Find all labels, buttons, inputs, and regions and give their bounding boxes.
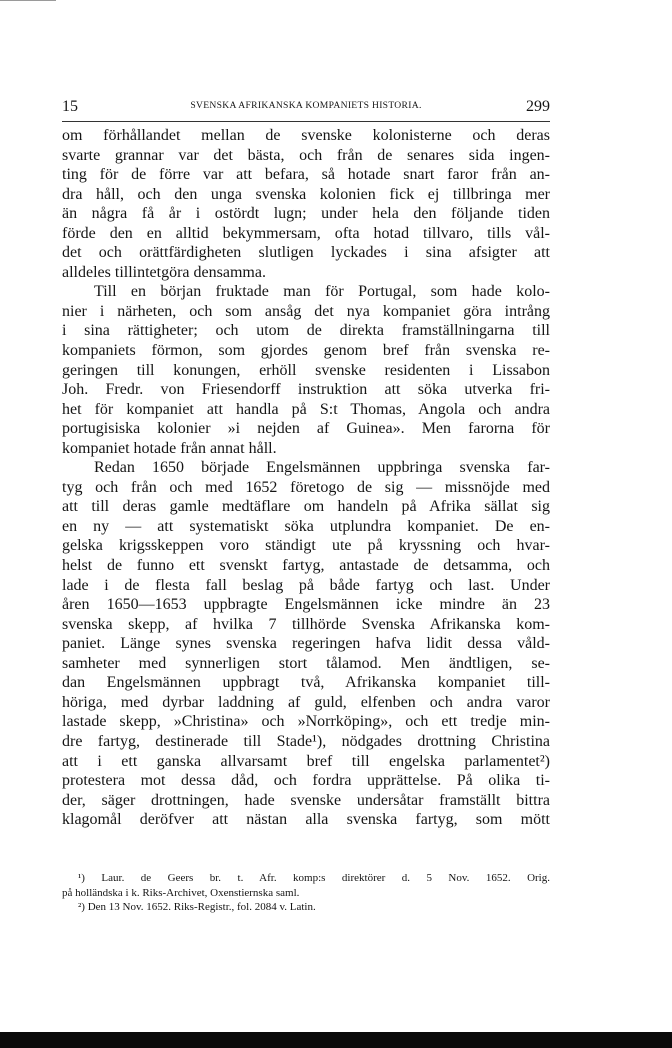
text-line: gelska krigsskeppen voro ständigt ute på kryssning och hvar- bbox=[62, 537, 550, 555]
text-line: om förhållandet mellan de svenske kolonisterne och deras bbox=[62, 127, 550, 144]
text-line: der, säger drottningen, hade svenske undersåtar framställt bittra bbox=[62, 791, 550, 809]
text-line: protestera mot dessa dåd, och fordra upprättelse. På olika ti- bbox=[62, 772, 550, 790]
text-line: geringen till konungen, erhöll svenske residenten i Lissabon bbox=[62, 361, 550, 379]
text-line: att i ett ganska allvarsamt bref till engelska parlamentet²) bbox=[62, 752, 550, 770]
text-line: åren 1650—1653 uppbragte Engelsmännen icke mindre än 23 bbox=[62, 596, 550, 614]
text-line: svenska skepp, af hvilka 7 tillhörde Svenska Afrikanska kom- bbox=[62, 615, 550, 633]
header-rule bbox=[62, 121, 550, 122]
text-line: dra håll, och den unga svenska kolonien fick ej tillbringa mer bbox=[62, 185, 550, 203]
scan-bottom-edge bbox=[0, 1032, 672, 1048]
text-line: paniet. Länge synes svenska regeringen hafva lidit dessa våld- bbox=[62, 635, 550, 653]
text-line: det och orättfärdigheten slutligen lyckades i sina afsigter att bbox=[62, 244, 550, 262]
text-line: i sina rättigheter; och utom de direkta framställningarna till bbox=[62, 322, 550, 340]
paragraph-start-line: Till en början fruktade man för Portugal, som hade kolo- bbox=[94, 283, 550, 301]
text-line: att till deras gamle medtäflare om handeln på Afrika sällat sig bbox=[62, 498, 550, 516]
footnote-1-continued: på holländska i k. Riks-Archivet, Oxenstiernska saml. bbox=[62, 886, 300, 899]
page-number: 299 bbox=[526, 98, 550, 115]
signature-mark: 15 bbox=[62, 98, 78, 115]
text-line: Joh. Fredr. von Friesendorff instruktion att söka utverka fri- bbox=[62, 381, 550, 399]
text-line: dan Engelsmännen uppbragt två, Afrikanska kompaniet till- bbox=[62, 674, 550, 692]
page-header bbox=[62, 97, 550, 121]
footnotes bbox=[62, 871, 550, 915]
paragraph-end-line: kompaniet hotade från annat håll. bbox=[62, 439, 277, 457]
text-line: förde den en alltid bekymmersam, ofta hotad tillvaro, tills vål- bbox=[62, 224, 550, 242]
top-rule bbox=[0, 0, 56, 1]
text-line: höriga, med dyrbar laddning af guld, elfenben och andra varor bbox=[62, 693, 550, 711]
text-line: ting för de förre var att befara, så hotade snart faror från an- bbox=[62, 166, 550, 184]
text-line: svarte grannar var det bästa, och från de senares sida ingen- bbox=[62, 146, 550, 164]
text-line: klagomål deröfver att nästan alla svenska fartyg, som mött bbox=[62, 811, 550, 829]
text-line: lade i de flesta fall beslag på både fartyg och last. Under bbox=[62, 576, 550, 594]
footnote-1: ¹) Laur. de Geers br. t. Afr. komp:s direktörer d. 5 Nov. 1652. Orig. bbox=[78, 872, 550, 884]
body-text bbox=[62, 126, 550, 830]
paragraph-start-line: Redan 1650 började Engelsmännen uppbringa svenska far- bbox=[94, 459, 550, 477]
paragraph-end-line: alldeles tillintetgöra densamma. bbox=[62, 263, 266, 281]
text-line: het för kompaniet att handla på S:t Thomas, Angola och andra bbox=[62, 400, 550, 418]
text-line: en ny — att systematiskt söka utplundra kompaniet. De en- bbox=[62, 517, 550, 535]
text-line: samheter med synnerligen stort tålamod. Men ändtligen, se- bbox=[62, 654, 550, 672]
text-line: portugisiska kolonier »i nejden af Guinea». Men farorna för bbox=[62, 420, 550, 438]
text-line: än några få år i ostördt lugn; under hela den följande tiden bbox=[62, 205, 550, 223]
text-line: helst de funno ett svenskt fartyg, antastade de detsamma, och bbox=[62, 557, 550, 575]
running-title: SVENSKA AFRIKANSKA KOMPANIETS HISTORIA. bbox=[190, 100, 422, 111]
text-line: tyg och från och med 1652 företogo de sig — missnöjde med bbox=[62, 478, 550, 496]
footnote-2: ²) Den 13 Nov. 1652. Riks-Registr., fol. 2084 v. Latin. bbox=[78, 901, 316, 913]
text-line: lastade skepp, »Christina» och »Norrköping», och ett tredje min- bbox=[62, 713, 550, 731]
text-line: kompaniets förmon, som gjordes genom bref från svenska re- bbox=[62, 342, 550, 360]
text-line: nier i närheten, och som ansåg det nya kompaniet göra intrång bbox=[62, 302, 550, 320]
text-line: dre fartyg, destinerade till Stade¹), nödgades drottning Christina bbox=[62, 732, 550, 750]
